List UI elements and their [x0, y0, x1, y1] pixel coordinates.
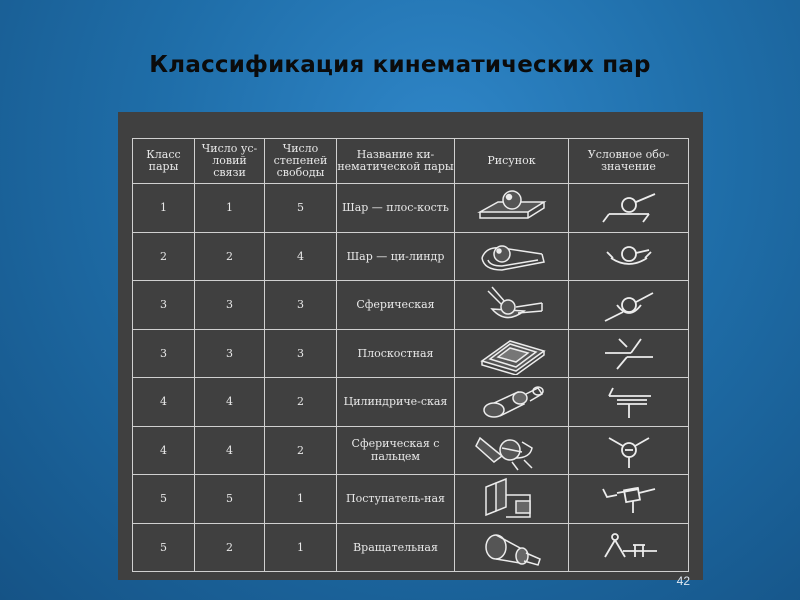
cell-class: 3 [133, 281, 195, 330]
cell-constraints: 2 [195, 232, 265, 281]
revolute-joint-drawing-icon [455, 523, 569, 572]
cell-class: 2 [133, 232, 195, 281]
cell-class: 5 [133, 523, 195, 572]
table-row [133, 184, 689, 233]
cell-freedom: 1 [265, 523, 337, 572]
cell-name: Плоскостная [337, 329, 455, 378]
cell-name: Шар — плос-кость [337, 184, 455, 233]
cell-constraints: 3 [195, 329, 265, 378]
cell-freedom: 2 [265, 426, 337, 475]
planar-joint-drawing-icon [455, 329, 569, 378]
cell-freedom: 1 [265, 475, 337, 524]
spherical-joint-drawing-icon [455, 281, 569, 330]
table-row [133, 523, 689, 572]
cell-constraints: 4 [195, 378, 265, 427]
cell-constraints: 3 [195, 281, 265, 330]
cell-constraints: 4 [195, 426, 265, 475]
prismatic-joint-drawing-icon [455, 475, 569, 524]
table-row [133, 475, 689, 524]
cell-name: Поступатель-ная [337, 475, 455, 524]
table-row [133, 378, 689, 427]
cell-class: 4 [133, 426, 195, 475]
ball-cylinder-symbol-icon [569, 232, 689, 281]
cell-freedom: 2 [265, 378, 337, 427]
table-row [133, 329, 689, 378]
cell-constraints: 5 [195, 475, 265, 524]
cell-name: Цилиндриче-ская [337, 378, 455, 427]
header-name: Название ки-нематической пары [337, 139, 455, 184]
scanned-table-image [118, 112, 703, 580]
cell-name: Шар — ци-линдр [337, 232, 455, 281]
cell-name: Сферическая [337, 281, 455, 330]
cell-name: Вращательная [337, 523, 455, 572]
cell-name: Сферическая с пальцем [337, 426, 455, 475]
cell-freedom: 5 [265, 184, 337, 233]
kinematic-pairs-table [132, 138, 689, 572]
cell-freedom: 3 [265, 281, 337, 330]
table-row [133, 281, 689, 330]
ball-in-cylinder-drawing-icon [455, 232, 569, 281]
spherical-pin-symbol-icon [569, 426, 689, 475]
cell-freedom: 4 [265, 232, 337, 281]
table-row [133, 426, 689, 475]
cell-constraints: 2 [195, 523, 265, 572]
table-header-row [133, 139, 689, 184]
page-number: 42 [676, 574, 690, 588]
cell-class: 3 [133, 329, 195, 378]
cylindrical-joint-drawing-icon [455, 378, 569, 427]
cell-class: 4 [133, 378, 195, 427]
header-freedom: Число степеней свободы [265, 139, 337, 184]
header-constraints: Число ус-ловий связи [195, 139, 265, 184]
spherical-pin-drawing-icon [455, 426, 569, 475]
table-row [133, 232, 689, 281]
cell-freedom: 3 [265, 329, 337, 378]
cell-constraints: 1 [195, 184, 265, 233]
header-symbol: Условное обо-значение [569, 139, 689, 184]
header-picture: Рисунок [455, 139, 569, 184]
slide-title: Классификация кинематических пар [149, 52, 651, 78]
ball-on-plane-drawing-icon [455, 184, 569, 233]
revolute-symbol-icon [569, 523, 689, 572]
spherical-symbol-icon [569, 281, 689, 330]
cell-class: 5 [133, 475, 195, 524]
prismatic-symbol-icon [569, 475, 689, 524]
ball-plane-symbol-icon [569, 184, 689, 233]
cylindrical-symbol-icon [569, 378, 689, 427]
cell-class: 1 [133, 184, 195, 233]
header-class: Класс пары [133, 139, 195, 184]
planar-symbol-icon [569, 329, 689, 378]
